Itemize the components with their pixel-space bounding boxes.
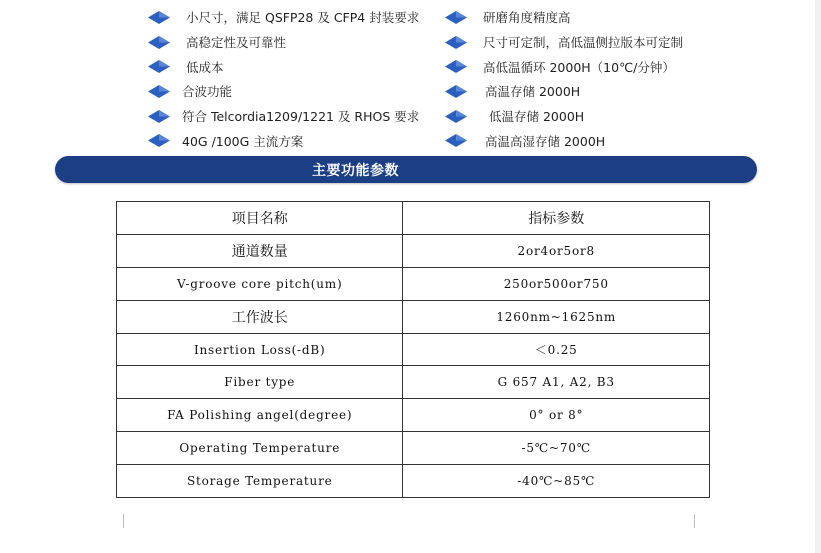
param-value: 250or500or750	[403, 267, 710, 300]
param-value: ＜0.25	[403, 333, 710, 366]
table-row	[117, 432, 710, 465]
param-name: Operating Temperature	[117, 432, 403, 465]
table-row	[117, 465, 710, 498]
feature-text: 符合 Telcordia1209/1221 及 RHOS 要求	[182, 109, 420, 125]
feature-text: 低成本	[186, 59, 224, 75]
feature-text: 低温存储 2000H	[489, 109, 585, 125]
divider-tick-right	[694, 514, 695, 528]
feature-text: 研磨角度精度高	[483, 10, 571, 26]
blue-diamond-bullet-icon	[445, 60, 467, 73]
feature-text: 高低温循环 2000H（10℃/分钟）	[483, 59, 675, 75]
feature-text: 尺寸可定制，高低温侧拉版本可定制	[483, 35, 684, 51]
blue-diamond-bullet-icon	[148, 110, 170, 123]
feature-item	[148, 30, 419, 55]
feature-item	[445, 30, 683, 55]
table-row	[117, 366, 710, 399]
param-name: Insertion Loss(-dB)	[117, 333, 403, 366]
param-value: -5℃~70℃	[403, 432, 710, 465]
param-name: 通道数量	[117, 234, 403, 267]
param-name: V-groove core pitch(um)	[117, 267, 403, 300]
param-name: Fiber type	[117, 366, 403, 399]
param-value: 0° or 8°	[403, 399, 710, 432]
feature-text: 高稳定性及可靠性	[186, 35, 287, 51]
feature-item	[148, 104, 419, 129]
section-title: 主要功能参数	[312, 163, 399, 179]
divider-tick-left	[123, 514, 124, 528]
blue-diamond-bullet-icon	[148, 85, 170, 98]
blue-diamond-bullet-icon	[445, 11, 467, 24]
blue-diamond-bullet-icon	[148, 11, 170, 24]
feature-item	[445, 54, 683, 79]
feature-item	[445, 128, 683, 153]
blue-diamond-bullet-icon	[148, 36, 170, 49]
param-value: G 657 A1, A2, B3	[403, 366, 710, 399]
feature-item	[445, 104, 683, 129]
feature-text: 高温高湿存储 2000H	[485, 133, 606, 149]
feature-item	[445, 79, 683, 104]
param-name: 工作波长	[117, 300, 403, 333]
table-row	[117, 333, 710, 366]
param-value: 1260nm~1625nm	[403, 300, 710, 333]
page-edge-shade	[815, 0, 821, 553]
blue-diamond-bullet-icon	[148, 134, 170, 147]
feature-column-right	[445, 5, 683, 153]
table-row	[117, 267, 710, 300]
feature-text: 高温存储 2000H	[485, 84, 581, 100]
param-value: 2or4or5or8	[403, 234, 710, 267]
param-name: Storage Temperature	[117, 465, 403, 498]
section-banner	[55, 156, 757, 183]
feature-text: 小尺寸，满足 QSFP28 及 CFP4 封装要求	[186, 10, 420, 26]
table-header-cell: 指标参数	[403, 202, 710, 235]
blue-diamond-bullet-icon	[445, 110, 467, 123]
table-row	[117, 300, 710, 333]
feature-text: 合波功能	[182, 84, 233, 100]
feature-item	[445, 5, 683, 30]
param-value: -40℃~85℃	[403, 465, 710, 498]
table-row	[117, 399, 710, 432]
feature-item	[148, 128, 419, 153]
feature-item	[148, 79, 419, 104]
table-header-row	[117, 202, 710, 235]
table-row	[117, 234, 710, 267]
blue-diamond-bullet-icon	[445, 85, 467, 98]
feature-text: 40G /100G 主流方案	[182, 133, 304, 149]
param-name: FA Polishing angel(degree)	[117, 399, 403, 432]
feature-item	[148, 5, 419, 30]
table-header-cell: 项目名称	[117, 202, 403, 235]
blue-diamond-bullet-icon	[445, 134, 467, 147]
feature-column-left	[148, 5, 419, 153]
blue-diamond-bullet-icon	[445, 36, 467, 49]
blue-diamond-bullet-icon	[148, 60, 170, 73]
feature-item	[148, 54, 419, 79]
parameters-table	[116, 201, 710, 498]
